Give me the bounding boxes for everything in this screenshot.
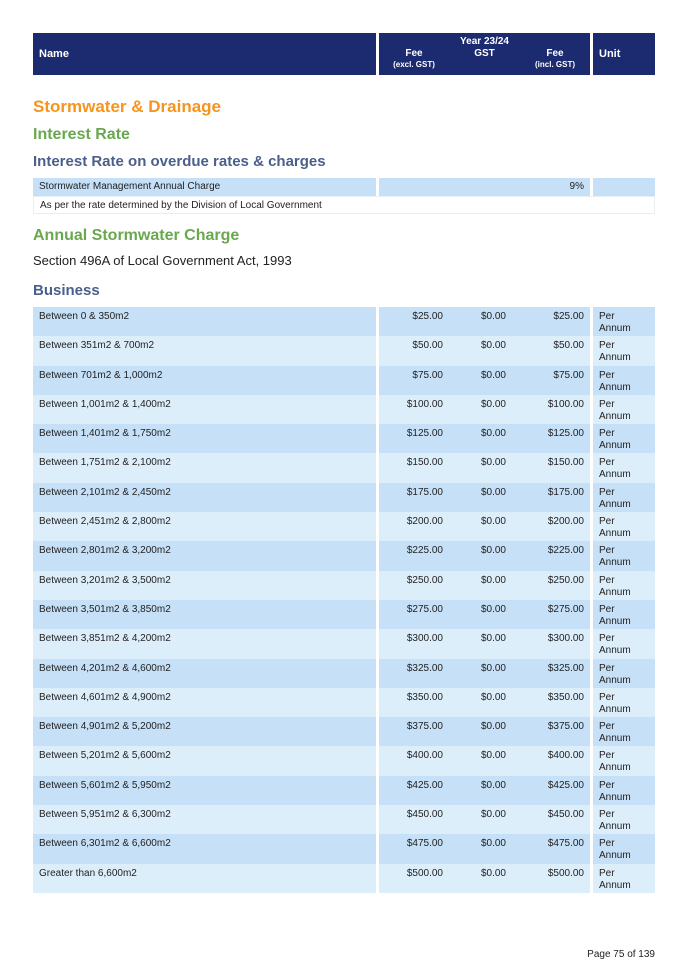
- row-fee-excl: $450.00: [379, 805, 449, 834]
- table-row: [33, 178, 655, 196]
- row-name: Greater than 6,600m2: [33, 864, 376, 893]
- row-unit: Per Annum: [593, 336, 655, 365]
- row-fee-excl: $475.00: [379, 834, 449, 863]
- row-fee-excl: $175.00: [379, 483, 449, 512]
- table-row: [33, 512, 655, 541]
- header-fee-excl: Fee (excl. GST): [393, 48, 435, 69]
- table-row: [33, 483, 655, 512]
- act-reference: Section 496A of Local Government Act, 1993: [33, 253, 292, 268]
- row-name: Between 2,101m2 & 2,450m2: [33, 483, 376, 512]
- row-name: Between 1,001m2 & 1,400m2: [33, 395, 376, 424]
- row-name: Between 3,201m2 & 3,500m2: [33, 571, 376, 600]
- row-gst: $0.00: [449, 512, 520, 541]
- row-name: Between 701m2 & 1,000m2: [33, 366, 376, 395]
- table-row: [33, 366, 655, 395]
- row-fee-excl: $200.00: [379, 512, 449, 541]
- row-gst: $0.00: [449, 834, 520, 863]
- row-name: Between 0 & 350m2: [33, 307, 376, 336]
- row-fee-incl: $50.00: [520, 336, 590, 365]
- fee-table-header: [33, 33, 655, 75]
- row-fee-excl: $25.00: [379, 307, 449, 336]
- header-year-group: [379, 33, 590, 75]
- row-unit: Per Annum: [593, 864, 655, 893]
- row-gst: $0.00: [449, 453, 520, 482]
- row-unit: Per Annum: [593, 688, 655, 717]
- row-gst: $0.00: [449, 366, 520, 395]
- row-fee-incl: $350.00: [520, 688, 590, 717]
- header-name: Name: [33, 33, 376, 75]
- table-row: [33, 864, 655, 893]
- row-gst: $0.00: [449, 717, 520, 746]
- row-unit: Per Annum: [593, 512, 655, 541]
- row-name: Between 2,801m2 & 3,200m2: [33, 541, 376, 570]
- row-fee-excl: $250.00: [379, 571, 449, 600]
- row-name: Between 1,401m2 & 1,750m2: [33, 424, 376, 453]
- row-fee-excl: $425.00: [379, 776, 449, 805]
- row-unit: Per Annum: [593, 717, 655, 746]
- row-gst: $0.00: [449, 600, 520, 629]
- row-unit: Per Annum: [593, 629, 655, 658]
- row-unit: Per Annum: [593, 834, 655, 863]
- row-fee-excl: $500.00: [379, 864, 449, 893]
- row-fee-excl: $50.00: [379, 336, 449, 365]
- table-row: [33, 688, 655, 717]
- row-unit: Per Annum: [593, 307, 655, 336]
- row-fee-incl: $425.00: [520, 776, 590, 805]
- row-fee-incl: $275.00: [520, 600, 590, 629]
- row-gst: $0.00: [449, 395, 520, 424]
- row-name: Between 4,201m2 & 4,600m2: [33, 659, 376, 688]
- row-fee-excl: $350.00: [379, 688, 449, 717]
- row-gst: $0.00: [449, 629, 520, 658]
- row-fee-incl: $400.00: [520, 746, 590, 775]
- row-fee-excl: $300.00: [379, 629, 449, 658]
- interest-table: [33, 178, 655, 214]
- row-gst: $0.00: [449, 688, 520, 717]
- row-gst: $0.00: [449, 483, 520, 512]
- header-gst: GST: [474, 48, 495, 59]
- table-row: [33, 629, 655, 658]
- header-unit: Unit: [593, 33, 655, 75]
- table-row: [33, 336, 655, 365]
- row-name: Between 5,601m2 & 5,950m2: [33, 776, 376, 805]
- row-gst: $0.00: [449, 864, 520, 893]
- header-fee-incl: Fee (incl. GST): [535, 48, 575, 69]
- table-row: [33, 541, 655, 570]
- row-fee-incl: $250.00: [520, 571, 590, 600]
- row-name: Between 1,751m2 & 2,100m2: [33, 453, 376, 482]
- row-fee-incl: $450.00: [520, 805, 590, 834]
- row-name: Between 5,951m2 & 6,300m2: [33, 805, 376, 834]
- row-gst: $0.00: [449, 659, 520, 688]
- row-fee-incl: $500.00: [520, 864, 590, 893]
- row-fee-excl: $75.00: [379, 366, 449, 395]
- section-title: Stormwater & Drainage: [33, 97, 221, 116]
- row-fee-incl: $100.00: [520, 395, 590, 424]
- row-fee-incl: $150.00: [520, 453, 590, 482]
- table-row: [33, 600, 655, 629]
- row-fee-excl: $125.00: [379, 424, 449, 453]
- row-fee-incl: $375.00: [520, 717, 590, 746]
- row-gst: $0.00: [449, 571, 520, 600]
- business-heading: Business: [33, 282, 100, 299]
- row-gst: $0.00: [449, 776, 520, 805]
- row-fee-excl: $375.00: [379, 717, 449, 746]
- row-unit: Per Annum: [593, 453, 655, 482]
- row-name: Between 3,851m2 & 4,200m2: [33, 629, 376, 658]
- row-fee-excl: $275.00: [379, 600, 449, 629]
- row-unit: Per Annum: [593, 600, 655, 629]
- interest-note: As per the rate determined by the Division of Local Government: [33, 196, 655, 214]
- row-gst: $0.00: [449, 424, 520, 453]
- row-gst: $0.00: [449, 805, 520, 834]
- row-fee-excl: $225.00: [379, 541, 449, 570]
- row-name: Between 4,901m2 & 5,200m2: [33, 717, 376, 746]
- row-name: Between 2,451m2 & 2,800m2: [33, 512, 376, 541]
- row-fee-incl: $125.00: [520, 424, 590, 453]
- row-gst: $0.00: [449, 336, 520, 365]
- row-name: Stormwater Management Annual Charge: [33, 178, 376, 196]
- row-fee-incl: $25.00: [520, 307, 590, 336]
- table-row: [33, 717, 655, 746]
- row-fee-excl: $325.00: [379, 659, 449, 688]
- row-fee-incl: $225.00: [520, 541, 590, 570]
- row-name: Between 4,601m2 & 4,900m2: [33, 688, 376, 717]
- header-row: [33, 33, 655, 75]
- row-unit: Per Annum: [593, 366, 655, 395]
- row-unit: Per Annum: [593, 424, 655, 453]
- table-row: [33, 307, 655, 336]
- row-gst: $0.00: [449, 541, 520, 570]
- row-name: Between 3,501m2 & 3,850m2: [33, 600, 376, 629]
- row-value: 9%: [379, 178, 590, 196]
- row-unit: Per Annum: [593, 541, 655, 570]
- row-gst: $0.00: [449, 746, 520, 775]
- row-fee-incl: $200.00: [520, 512, 590, 541]
- row-fee-incl: $325.00: [520, 659, 590, 688]
- row-fee-incl: $300.00: [520, 629, 590, 658]
- row-name: Between 6,301m2 & 6,600m2: [33, 834, 376, 863]
- row-unit: Per Annum: [593, 746, 655, 775]
- row-fee-excl: $400.00: [379, 746, 449, 775]
- table-row: [33, 834, 655, 863]
- row-fee-excl: $150.00: [379, 453, 449, 482]
- annual-charge-heading: Annual Stormwater Charge: [33, 227, 240, 244]
- table-row: [33, 395, 655, 424]
- business-fee-table: [33, 307, 655, 893]
- table-row: [33, 571, 655, 600]
- table-row: [33, 776, 655, 805]
- row-unit: Per Annum: [593, 395, 655, 424]
- row-unit: Per Annum: [593, 659, 655, 688]
- header-year: Year 23/24: [460, 36, 509, 47]
- row-fee-incl: $475.00: [520, 834, 590, 863]
- row-gst: $0.00: [449, 307, 520, 336]
- row-unit: Per Annum: [593, 776, 655, 805]
- row-name: Between 5,201m2 & 5,600m2: [33, 746, 376, 775]
- table-row: [33, 453, 655, 482]
- row-unit: [593, 178, 655, 196]
- interest-rate-subheading: Interest Rate on overdue rates & charges: [33, 153, 326, 170]
- table-row: [33, 746, 655, 775]
- table-row: [33, 659, 655, 688]
- table-row: [33, 424, 655, 453]
- row-name: Between 351m2 & 700m2: [33, 336, 376, 365]
- row-fee-incl: $175.00: [520, 483, 590, 512]
- interest-rate-heading: Interest Rate: [33, 126, 130, 143]
- row-unit: Per Annum: [593, 571, 655, 600]
- row-unit: Per Annum: [593, 805, 655, 834]
- page-number: Page 75 of 139: [587, 949, 655, 960]
- row-unit: Per Annum: [593, 483, 655, 512]
- row-fee-incl: $75.00: [520, 366, 590, 395]
- table-row: [33, 805, 655, 834]
- row-fee-excl: $100.00: [379, 395, 449, 424]
